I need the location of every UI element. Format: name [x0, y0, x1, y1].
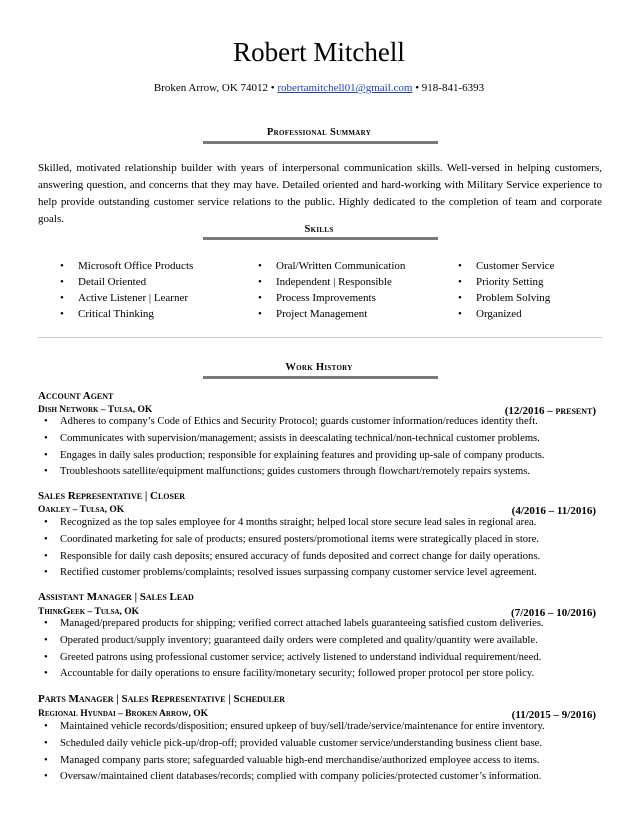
job-bullets [38, 515, 602, 582]
skills-heading-rule [203, 237, 438, 240]
job-dates: (7/2016 – 10/2016) [511, 607, 596, 619]
contact-line [0, 82, 638, 95]
job-bullet: • Managed/prepared products for shipping; verified correct attached labels guaranteeing satisfied custom deliveries. [38, 616, 602, 633]
summary-paragraph: Skilled, motivated relationship builder with years of interpersonal communication skills. Well-versed in helping customers, answering question, and concerns that they may have. Detailed oriented and hard-working with Military Service experience to help provide outstanding customer service relations to the public. Highly dedicated to the completion of team and corporate goals. [38, 162, 602, 225]
skills-column-3 [454, 258, 555, 322]
job-bullet: • Rectified customer problems/complaints; resolved issues surpassing company customer service level agreement. [38, 565, 602, 582]
email-link[interactable]: robertamitchell01@gmail.com [277, 82, 413, 94]
job-bullet: • Adheres to company’s Code of Ethics and Security Protocol; guards customer information/reduces identity theft. [38, 414, 602, 431]
skill-item: • Problem Solving [454, 290, 555, 306]
company-location: Oakley – Tulsa, OK [38, 505, 125, 515]
work-history-heading: Work History [285, 362, 353, 373]
skills-heading: Skills [304, 224, 334, 235]
job-title: Assistant Manager | Sales Lead [38, 591, 194, 603]
job-title: Account Agent [38, 390, 114, 402]
job-company [38, 505, 596, 515]
job-title: Sales Representative | Closer [38, 490, 186, 502]
job-title: Parts Manager | Sales Representative | Scheduler [38, 693, 285, 705]
job-bullet: • Accountable for daily operations to ensure facility/monetary security; followed proper protocol per store policy. [38, 666, 602, 683]
section-divider [38, 337, 602, 338]
job-bullets [38, 719, 602, 786]
job-bullet: • Responsible for daily cash deposits; ensured accuracy of funds deposited and correct change for daily operations. [38, 549, 602, 566]
job-company [38, 709, 596, 719]
phone-text: • 918-841-6393 [415, 82, 485, 94]
skills-column-2 [254, 258, 405, 322]
job-bullet: • Operated product/supply inventory; guaranteed daily orders were completed and quality/quantity were available. [38, 633, 602, 650]
job-bullet: • Managed company parts store; safeguarded valuable high-end merchandise/authorized employee access to items. [38, 753, 602, 770]
job-bullet: • Coordinated marketing for sale of products; ensured posters/promotional items were strategically placed in store. [38, 532, 602, 549]
job-bullet: • Communicates with supervision/management; assists in deescalating technical/non-technical customer problems. [38, 431, 602, 448]
skill-item: • Customer Service [454, 258, 555, 274]
company-location: Regional Hyundai – Broken Arrow, OK [38, 709, 208, 719]
skill-item: • Independent | Responsible [254, 274, 405, 290]
skills-column-1 [56, 258, 193, 322]
job-bullet: • Troubleshoots satellite/equipment malfunctions; guides customers through flowchart/remotely repairs systems. [38, 464, 602, 481]
job-dates: (11/2015 – 9/2016) [511, 709, 596, 721]
job-bullet: • Recognized as the top sales employee for 4 months straight; helped local store secure lead sales in regional area. [38, 515, 602, 532]
skill-item: • Process Improvements [254, 290, 405, 306]
job-bullets [38, 616, 602, 683]
summary-heading: Professional Summary [266, 127, 372, 138]
skill-item: • Priority Setting [454, 274, 555, 290]
skill-item: • Oral/Written Communication [254, 258, 405, 274]
skill-item: • Microsoft Office Products [56, 258, 193, 274]
skill-item: • Active Listener | Learner [56, 290, 193, 306]
job-bullets [38, 414, 602, 481]
location-text: Broken Arrow, OK 74012 • [153, 82, 275, 94]
job-dates: (12/2016 – present) [504, 405, 596, 417]
job-bullet: • Oversaw/maintained client databases/records; complied with company policies/protected customer’s information. [38, 769, 602, 786]
candidate-name: Robert Mitchell [233, 37, 405, 67]
job-bullet: • Scheduled daily vehicle pick-up/drop-off; provided valuable customer service/understanding business client base. [38, 736, 602, 753]
work-history-heading-rule [203, 376, 438, 379]
skill-item: • Project Management [254, 306, 405, 322]
skill-item: • Organized [454, 306, 555, 322]
company-location: ThinkGeek – Tulsa, OK [38, 607, 140, 617]
skill-item: • Detail Oriented [56, 274, 193, 290]
skill-item: • Critical Thinking [56, 306, 193, 322]
summary-heading-rule [203, 141, 438, 144]
job-bullet: • Maintained vehicle records/disposition; ensured upkeep of buy/sell/trade/service/maintenance for entire inventory. [38, 719, 602, 736]
job-bullet: • Greeted patrons using professional customer service; actively listened to understand individual requirement/need. [38, 650, 602, 667]
job-bullet: • Engages in daily sales production; responsible for explaining features and providing up-sale of company products. [38, 448, 602, 465]
job-dates: (4/2016 – 11/2016) [511, 505, 596, 517]
company-location: Dish Network – Tulsa, OK [38, 405, 153, 415]
